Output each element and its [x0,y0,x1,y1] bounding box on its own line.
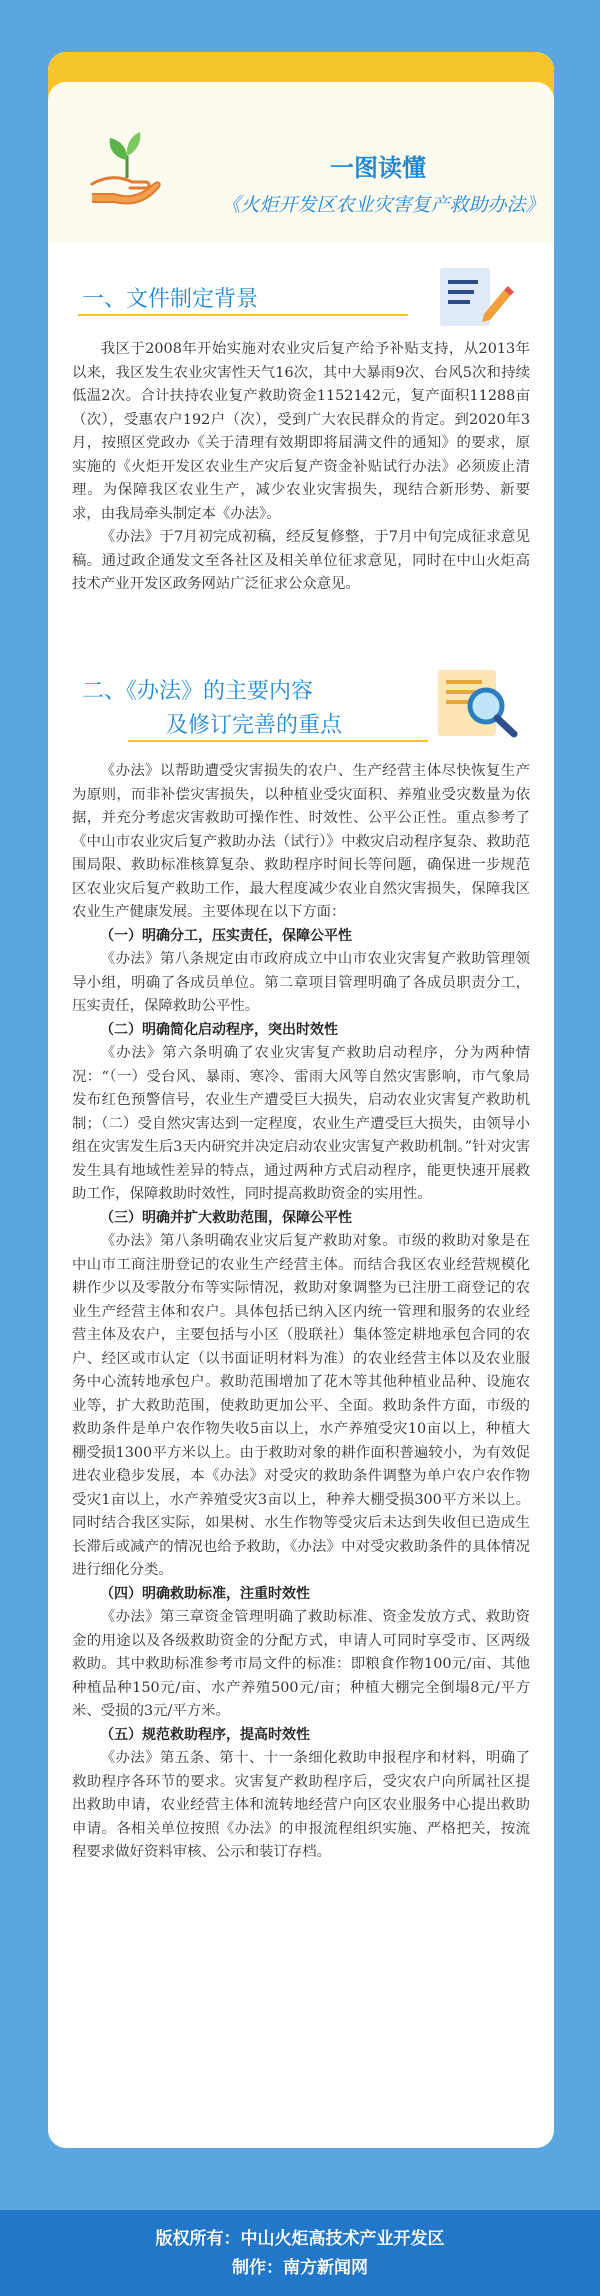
section2-body [72,760,530,1865]
document-pen-icon [436,264,514,330]
item-title: （五）规范救助程序，提高时效性 [100,1726,310,1743]
page-title: 一图读懂 [330,154,426,182]
section1-body [72,338,530,597]
item-text: 《办法》第八条规定由市政府成立中山市农业灾害复产救助管理领导小组，明确了各成员单位。第二章项目管理明确了各成员职责分工，压实责任，保障救助公平性。 [72,951,530,1014]
footer [0,2210,600,2296]
item-text: 《办法》第八条明确农业灾后复产救助对象。市级的救助对象是在中山市工商注册登记的农业生产经营主体。而结合我区农业经营规模化耕作少以及零散分布等实际情况，救助对象调整为已注册工商登记的农业生产经营主体和农户。具体包括已纳入区内统一管理和服务的农业经营主体及农户，主要包括与小区（股联社）集体签定耕地承包合同的农户、经区或市认定（以书面证明材料为准）的农业经营主体以及农业服务中心流转地承包户。救助范围增加了花木等其他种植业品种、设施农业等，扩大救助范围，使救助更加公平、全面。救助条件方面，市级的救助条件是单户农作物失收5亩以上，水产养殖受灾10亩以上，种植大棚受损1300平方米以上。由于救助对象的耕作面积普遍较小，为有效促进农业稳步发展，本《办法》对受灾的救助条件调整为单户农户农作物受灾1亩以上，水产养殖受灾3亩以上，种养大棚受损300平方米以上。同时结合我区实际，如果树、水生作物等受灾后未达到失收但已造成生长滞后或减产的情况也给予救助，《办法》中对受灾救助条件的具体情况进行细化分类。 [72,1233,530,1578]
hand-plant-icon [84,122,170,208]
copyright-text: 版权所有：中山火炬高技术产业开发区 [155,2229,445,2249]
section2-heading-line2: 及修订完善的重点 [166,713,343,738]
item-text: 《办法》第三章资金管理明确了救助标准、资金发放方式、救助资金的用途以及各级救助资金的分配方式，申请人可同时享受市、区两级救助。其中救助标准参考市局文件的标准：即粮食作物100元/亩、其他种植品种150元/亩、水产养殖500元/亩；种植大棚完全倒塌8元/平方米、受损的3元/平方米。 [72,1609,530,1719]
page-subtitle: 《火炬开发区农业灾害复产救助办法》 [221,194,545,216]
item-title: （三）明确并扩大救助范围，保障公平性 [100,1209,352,1226]
item-text: 《办法》第六条明确了农业灾害复产救助启动程序，分为两种情况：“（一）受台风、暴雨、寒冷、雷雨大风等自然灾害影响，市气象局发布红色预警信号，农业生产遭受巨大损失，启动农业灾害复产救助机制；（二）受自然灾害达到一定程度，农业生产遭受巨大损失，由领导小组在灾害发生后3天内研究并决定启动农业灾害复产救助机制。”针对灾害发生具有地域性差异的特点，通过两种方式启动程序，能更快速开展救助工作，保障救助时效性，同时提高救助资金的实用性。 [72,1045,530,1202]
paragraph: 《办法》于7月初完成初稿，经反复修整，于7月中旬完成征求意见稿。通过政企通发文至各社区及相关单位征求意见，同时在中山火炬高技术产业开发区政务网站广泛征求公众意见。 [72,529,530,592]
section2-heading-line1: 二、《办法》的主要内容 [82,679,314,704]
paragraph: 我区于2008年开始实施对农业灾后复产给予补贴支持，从2013年以来，我区发生农业灾害性天气16次，其中大暴雨9次、台风5次和持续低温2次。合计扶持农业复产救助资金1152142元，复产面积11288亩（次），受惠农户192户（次），受到广大农民群众的肯定。到2020年3月，按照区党政办《关于清理有效期即将届满文件的通知》的要求，原实施的《火炬开发区农业生产灾后复产资金补贴试行办法》必须废止清理。为保障我区农业生产，减少农业灾害损失，现结合新形势、新要求，由我局牵头制定本《办法》。 [72,341,530,522]
content-card [48,52,554,2148]
item-text: 《办法》第五条、第十、十一条细化救助申报程序和材料，明确了救助程序各环节的要求。灾害复产救助程序后，受灾农户向所属社区提出救助申请，农业经营主体和流转地经营户向区农业服务中心提出救助申请。各相关单位按照《办法》的申报流程组织实施、严格把关，按流程要求做好资料审核、公示和装订存档。 [72,1750,530,1860]
section2-underline [128,740,428,742]
document-search-icon [434,666,520,740]
intro-paragraph: 《办法》以帮助遭受灾害损失的农户、生产经营主体尽快恢复生产为原则，而非补偿灾害损失，以种植业受灾面积、养殖业受灾数量为依据，并充分考虑灾害救助可操作性、时效性、公平公正性。重点参考了《中山市农业灾后复产救助办法（试行）》中救灾启动程序复杂、救助范围局限、救助标准核算复杂、救助程序时间长等问题，确保进一步规范区农业灾后复产救助工作，最大程度减少农业自然灾害损失，保障我区农业生产健康发展。主要体现在以下方面： [72,763,530,920]
item-title: （一）明确分工，压实责任，保障公平性 [100,927,352,944]
item-title: （二）明确简化启动程序，突出时效性 [100,1021,338,1038]
producer-text: 制作：南方新闻网 [232,2258,368,2278]
section1-heading: 一、文件制定背景 [82,287,259,312]
item-title: （四）明确救助标准，注重时效性 [100,1585,310,1602]
section1-underline [78,314,408,316]
